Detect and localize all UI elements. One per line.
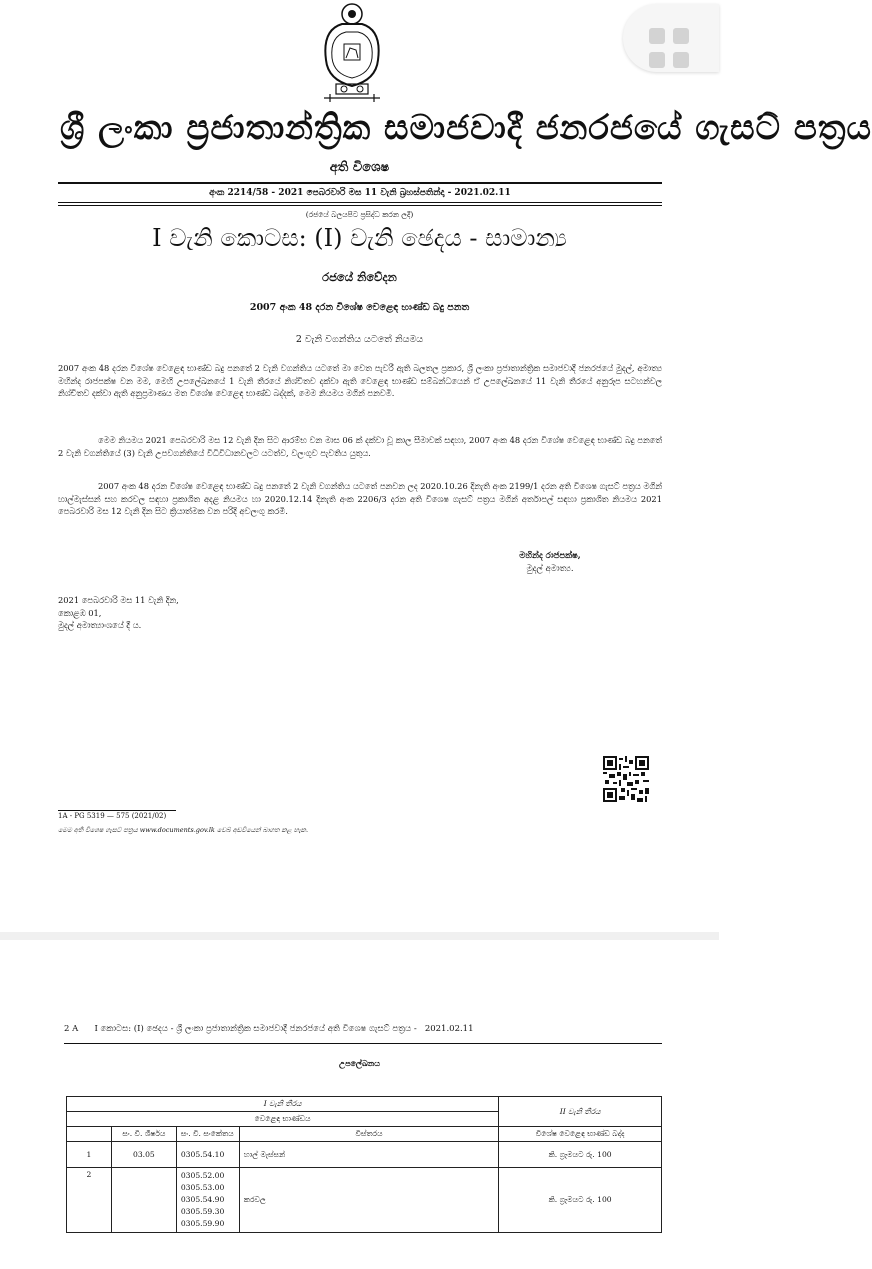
goods-heading: වෙළෙඳ භාණ්ඩය [67,1112,499,1127]
hs-code-header: සං. වි. සංකේතය [176,1127,239,1142]
hs-heading [111,1168,176,1233]
divider [58,205,662,206]
grid-icon-cell [673,28,689,44]
office-line: මුදල් අමාත්‍යාංශයේ දී ය. [58,620,142,630]
table-row [67,1168,662,1233]
paragraph-1: 2007 අංක 48 දරන විශේෂ වෙළෙඳ භාණ්ඩ බදු පනතේ 2 වැනි වගන්තිය යටතේ මා වෙත පැවරී ඇති බලතල ප්‍රකාර, ශ්‍රී ලංකා ප්‍රජාතාන්ත්‍රික සමාජවාදී ජනරජයේ මුදල්, අමාත්‍ය මහින්ද රාජපක්ෂ වන මම, මෙහි උපලේඛනයේ 1 වැනි තීරයේ නිශ්චිතව දක්වා ඇති වෙළෙඳ භාණ්ඩ සම්බන්ධයෙන් ඒ උපලේඛනයේ 11 වැනි තීරයේ අනුරූප සටහන්වල නිශ්චිතව දක්වා ඇති අනුප්‍රමාණය මත විශේෂ වෙළෙඳ භාණ්ඩ බද්දක්, මෙම නියමය මගින් පනවමි. [58,363,662,399]
issue-line: අංක 2214/58 - 2021 පෙබරවාරි මස 11 වැනි බ්‍රහස්පතින්දා - 2021.02.11 [209,188,511,198]
paragraph-3: 2007 අංක 48 දරන විශේෂ වෙළෙඳ භාණ්ඩ බදු පනතේ 2 වැනි වගන්තිය යටතේ පනවන ලද 2020.10.26 දිනැති අංක 2199/1 දරන අති විශෙෂ ගැසට් පත්‍රය මගින් හාල්මැස්සන් සහ කරවල සඳහා ප්‍රකාශිත අදළ නියමය හා 2020.12.14 දිනැති අංක 2206/3 දරන අති විශෙෂ ගැසට් පත්‍රය මගින් අර්තාපල් සඳහා ප්‍රකාශිත නියමය 2021 පෙබරවාරි මස 12 වැනි දින සිට ක්‍රියාත්මක වන පරිදි අවලංගු කරමි. [58,481,662,517]
state-emblem [316,0,388,104]
schedule-table [66,1096,662,1233]
qr-code [603,756,649,802]
hs-code: 0305.54.10 [176,1142,239,1168]
paragraph-2: මෙම නියමය 2021 පෙබරවාරි මස 12 වැනි දින සිට ආරම්භ වන මාස 06 ක් දක්වා වූ කාල සීමාවක් සඳහා, 2007 අංක 48 දරන විශේෂ වෙළෙඳ භාණ්ඩ බදු පනතේ 2 වැනි වගන්තියේ (3) වැනි උපවගන්තියේ විධිවිධානවලට යටත්ව, වලංගුව පැවතිය යුතුය. [58,435,662,458]
description-header: විස්තරය [239,1127,498,1142]
place-date-block [58,594,179,632]
column-2-heading: II වැනි තීරය [499,1097,662,1127]
row-no: 1 [67,1142,112,1168]
footer-rule [58,810,176,811]
hs-heading-header: සං. වි. ශීර්ෂය [111,1127,176,1142]
hs-code: 0305.52.00 0305.53.00 0305.54.90 0305.59.30 0305.59.90 [176,1168,239,1233]
extraordinary-label: අති විශෙෂ [329,160,390,175]
levy-header: විශේෂ වෙළෙඳ භාණ්ඩ බද්ද [499,1127,662,1142]
description: හාල් මැස්සන් [239,1142,498,1168]
row-no: 2 [67,1168,112,1233]
description: කරවල [239,1168,498,1233]
print-reference: 1A - PG 5319 — 575 (2021/02) [58,812,167,820]
city-line: කොළඹ 01, [58,607,102,618]
grid-icon [649,28,665,44]
hs-heading: 03.05 [111,1142,176,1168]
gazette-title: ශ්‍රී ලංකා ප්‍රජාතාන්ත්‍රික සමාජවාදී ජනරජයේ ගැසට් පත්‍රය [60,108,872,148]
grid-icon-cell [649,52,665,68]
authority-line: (රජයේ බලයපිට ප්‍රසිද්ධ කරන ලදී) [305,210,414,219]
divider [64,1043,662,1044]
page-separator [0,932,719,940]
levy: කි. ග්‍රෑමයට රු. 100 [499,1142,662,1168]
divider [58,202,662,203]
divider [58,182,662,184]
page-2-header: 2 A I කොටස: (I) ඡෙදය - ශ්‍රී ලංකා ප්‍රජාතාන්ත්‍රික සමාජවාදී ජනරජයේ අති විශෙෂ ගැසට් පත්‍රය - 2021.02.11 [64,1024,474,1034]
date-line: 2021 පෙබරවාරි මස 11 වැනි දින, [58,595,179,605]
grid-icon-cell [673,52,689,68]
notices-heading: රජයේ නිවේදන [322,270,397,284]
row-number-heading [67,1127,112,1142]
part-title: I වැනි කොටස: (I) වැනි ඡෙදය - සාමාන්‍ය [152,224,567,252]
website-note: මෙම අති විශෙෂ ගැසට් පත්‍රය www.documents.gov.lk වෙබ් අඩවියෙන් බාගත කළ හැක. [58,826,309,834]
signatory-name: මහින්ද රාජපක්ෂ, [519,551,581,561]
act-title: 2007 අංක 48 දරන විශේෂ වෙළෙඳ භාණ්ඩ බදු පනත [249,302,470,313]
annex-title: උපලේඛනය [338,1058,381,1068]
order-heading: 2 වැනි වගන්තිය යටතේ නියමය [295,334,424,345]
apps-menu-button[interactable] [623,4,719,72]
signatory-title: මුදල් අමාත්‍ය. [526,563,574,574]
signature-block [470,550,630,575]
column-1-heading: I වැනි තීරය [67,1097,499,1112]
table-row [67,1142,662,1168]
levy: කි. ග්‍රෑමයට රු. 100 [499,1168,662,1233]
